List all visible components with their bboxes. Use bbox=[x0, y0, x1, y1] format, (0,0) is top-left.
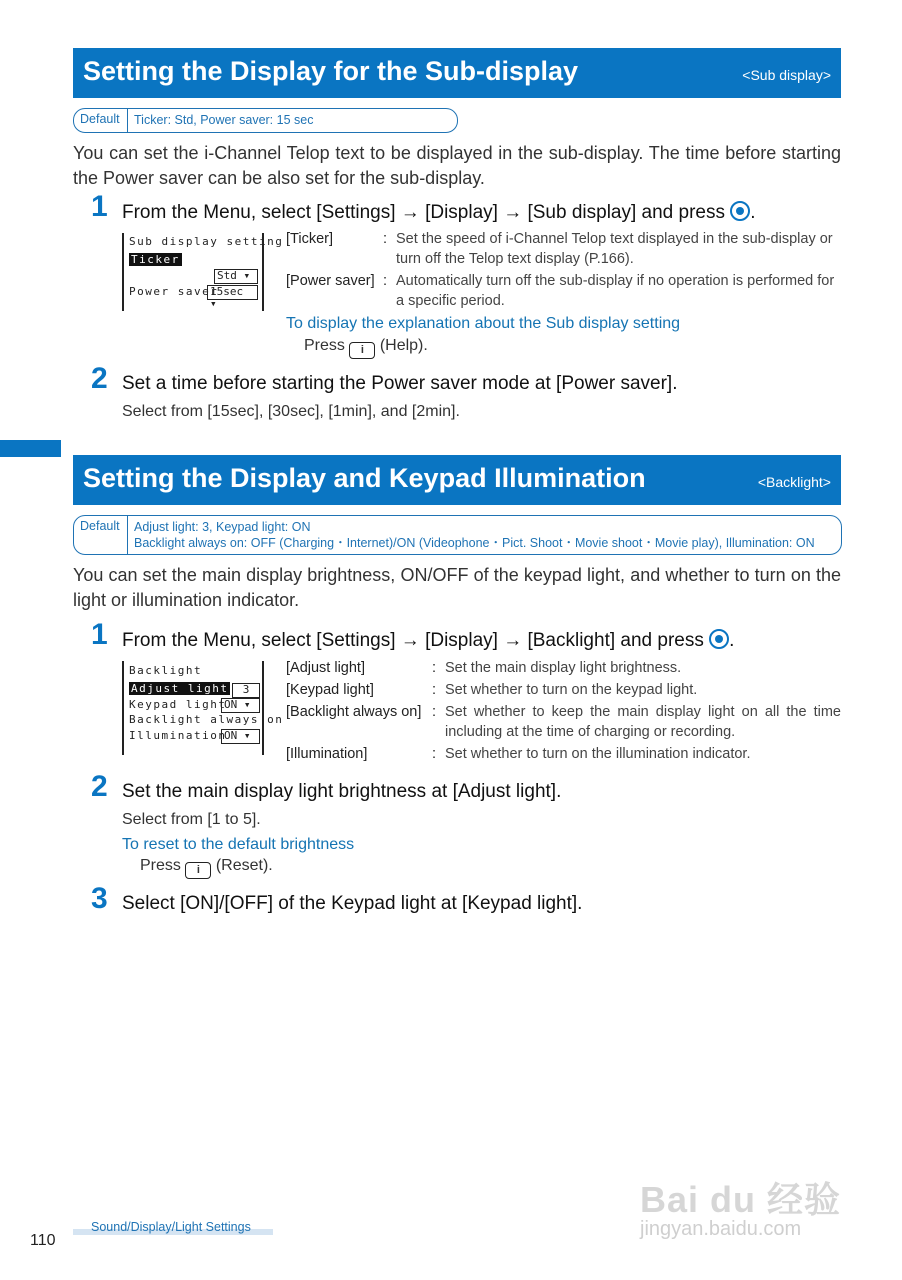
side-tab-marker bbox=[0, 440, 61, 457]
screen-adjust-light: Adjust light bbox=[131, 682, 229, 695]
step-text bbox=[122, 201, 756, 224]
def-term: [Power saver] bbox=[286, 273, 375, 289]
screen-illumination: Illumination bbox=[129, 729, 227, 742]
center-key-icon bbox=[730, 201, 750, 221]
keypad-light-dropdown: ON ▾ bbox=[221, 698, 260, 713]
illumination-dropdown: ON ▾ bbox=[221, 729, 260, 744]
section-tag: <Backlight> bbox=[757, 474, 831, 490]
center-key-icon bbox=[709, 629, 729, 649]
step-subtext: Select from [15sec], [30sec], [1min], and [2min]. bbox=[122, 403, 460, 420]
def-desc: Set whether to turn on the keypad light. bbox=[445, 682, 698, 698]
default-label: Default bbox=[74, 516, 128, 554]
ticker-dropdown: Std ▾ bbox=[214, 269, 258, 284]
reset-heading: To reset to the default brightness bbox=[122, 836, 355, 853]
def-colon: : bbox=[432, 746, 437, 762]
watermark-logo: Bai du 经验 bbox=[640, 1179, 842, 1220]
step-text bbox=[122, 629, 734, 652]
intro-text: You can set the main display brightness, ON/OFF of the keypad light, and whether to turn on the light or illumination indicator. bbox=[73, 565, 841, 610]
def-desc: Automatically turn off the sub-display if no operation is performed for a specific period. bbox=[396, 273, 835, 309]
reset-press: Press bbox=[140, 857, 181, 874]
step-number: 2 bbox=[91, 770, 108, 803]
step-end: . bbox=[750, 202, 756, 223]
def-term: [Illumination] bbox=[286, 746, 368, 762]
step-text: Set a time before starting the Power saver mode at [Power saver]. bbox=[122, 373, 678, 394]
adjust-light-value: 3 bbox=[232, 683, 260, 698]
intro-text: You can set the i-Channel Telop text to be displayed in the sub-display. The time before starting the Power saver can be also set for the sub-display. bbox=[73, 143, 841, 188]
default-settings-box bbox=[73, 515, 842, 555]
step-instruction: From the Menu, select [Settings] → [Display] → [Sub display] and press bbox=[122, 202, 725, 223]
default-settings-box bbox=[73, 108, 458, 133]
step-number: 2 bbox=[91, 362, 108, 395]
def-desc: Set the main display light brightness. bbox=[445, 660, 682, 676]
step-instruction: From the Menu, select [Settings] → [Display] → [Backlight] and press bbox=[122, 630, 704, 651]
def-colon: : bbox=[432, 660, 437, 676]
power-saver-dropdown: 15sec ▾ bbox=[207, 285, 258, 300]
def-term: [Ticker] bbox=[286, 231, 333, 247]
screen-ticker: Ticker bbox=[131, 253, 180, 266]
step-number: 1 bbox=[91, 618, 108, 651]
phone-screen-sub-display bbox=[122, 233, 284, 311]
section-header-backlight bbox=[73, 455, 841, 505]
screen-title: Backlight bbox=[129, 664, 203, 677]
def-term: [Adjust light] bbox=[286, 660, 365, 676]
screen-backlight-always: Backlight always on bbox=[129, 713, 284, 726]
default-value-line2: Backlight always on: OFF (Charging・Internet)/ON (Videophone・Pict. Shoot・Movie shoot・Movie play), Illumination: ON bbox=[134, 536, 815, 550]
step-number: 3 bbox=[91, 882, 108, 915]
watermark-url: jingyan.baidu.com bbox=[640, 1218, 802, 1240]
footer-chapter: Sound/Display/Light Settings bbox=[91, 1220, 251, 1234]
screen-power-saver: Power saver bbox=[129, 285, 219, 298]
def-colon: : bbox=[383, 273, 388, 289]
screen-title: Sub display setting bbox=[129, 235, 284, 248]
help-line bbox=[304, 337, 428, 359]
help-press: Press bbox=[304, 337, 345, 354]
default-value-line1: Adjust light: 3, Keypad light: ON bbox=[134, 520, 311, 534]
i-key-icon: i bbox=[349, 342, 375, 359]
reset-line bbox=[140, 857, 273, 879]
def-desc: Set the speed of i-Channel Telop text displayed in the sub-display or turn off the Telop text display (P.166). bbox=[396, 231, 833, 267]
def-term: [Keypad light] bbox=[286, 682, 374, 698]
section-tag: <Sub display> bbox=[742, 67, 831, 83]
reset-suffix: (Reset). bbox=[215, 857, 273, 874]
def-term: [Backlight always on] bbox=[286, 704, 422, 720]
step-text: Set the main display light brightness at [Adjust light]. bbox=[122, 781, 562, 802]
def-desc: Set whether to turn on the illumination indicator. bbox=[445, 746, 751, 762]
step-text: Select [ON]/[OFF] of the Keypad light at [Keypad light]. bbox=[122, 893, 583, 914]
section-header-sub-display bbox=[73, 48, 841, 98]
help-heading: To display the explanation about the Sub display setting bbox=[286, 315, 681, 332]
page-number: 110 bbox=[30, 1232, 56, 1249]
help-suffix: (Help). bbox=[379, 337, 428, 354]
section-title: Setting the Display and Keypad Illumination bbox=[83, 463, 646, 493]
step-number: 1 bbox=[91, 190, 108, 223]
def-desc: Set whether to keep the main display light on all the time including at the time of charging or recording. bbox=[445, 704, 841, 740]
default-label: Default bbox=[74, 109, 128, 132]
def-colon: : bbox=[383, 231, 388, 247]
phone-screen-backlight bbox=[122, 661, 284, 755]
screen-keypad-light: Keypad light bbox=[129, 698, 227, 711]
section-title: Setting the Display for the Sub-display bbox=[83, 56, 579, 86]
step-end: . bbox=[729, 630, 735, 651]
def-colon: : bbox=[432, 704, 437, 720]
i-key-icon: i bbox=[185, 862, 211, 879]
step-subtext: Select from [1 to 5]. bbox=[122, 811, 261, 828]
def-colon: : bbox=[432, 682, 437, 698]
default-value: Ticker: Std, Power saver: 15 sec bbox=[134, 113, 314, 127]
